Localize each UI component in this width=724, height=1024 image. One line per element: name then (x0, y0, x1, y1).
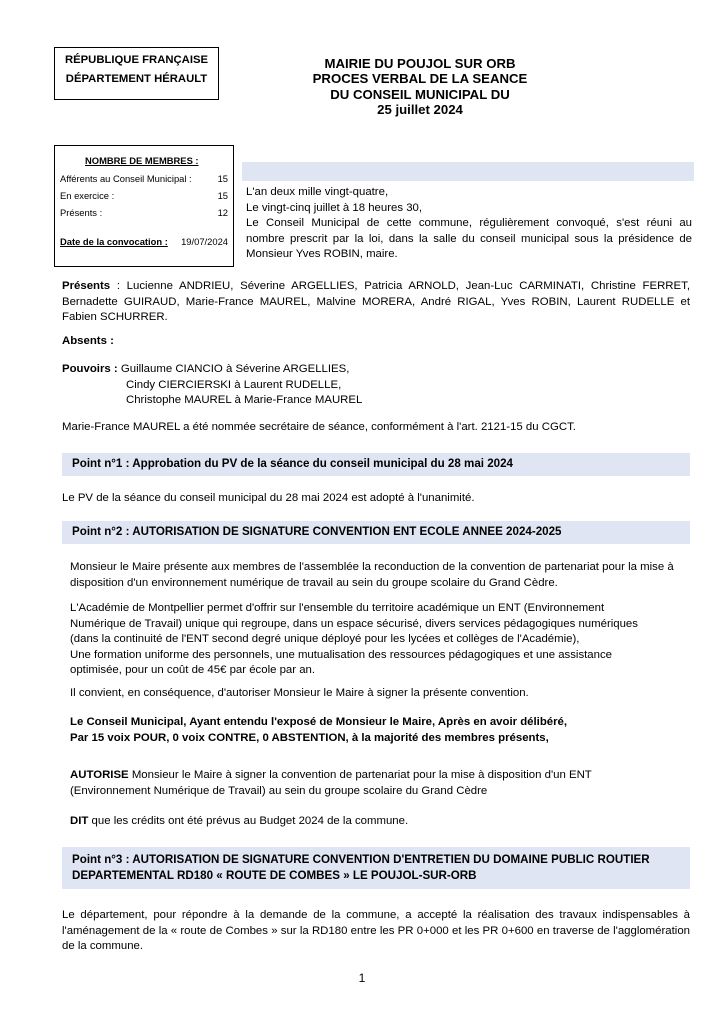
pouvoirs-label: Pouvoirs : (62, 363, 118, 375)
intro-text: Le Conseil Municipal de cette commune, régulièrement convoqué, s'est réuni au nombre prescrit par la loi, dans la salle du conseil municipal sous la présidence de Monsieur Yves ROBIN, maire. (246, 217, 692, 261)
point-2-paragraph-3: Il convient, en conséquence, d'autoriser Monsieur le Maire à signer la présente convention. (70, 687, 529, 699)
pouvoirs-paragraph (62, 362, 690, 409)
point-3-heading-line: DEPARTEMENTAL RD180 « ROUTE DE COMBES » LE POUJOL-SUR-ORB (72, 869, 477, 882)
point-3-heading-line: Point n°3 : AUTORISATION DE SIGNATURE CONVENTION D'ENTRETIEN DU DOMAINE PUBLIC ROUTIER (72, 853, 650, 866)
point-3-heading (72, 852, 687, 884)
members-row-value: 15 (217, 190, 228, 201)
text-line: optimisée, pour un coût de 45€ par école par an. (70, 664, 316, 677)
presents-paragraph (62, 279, 690, 326)
members-row-label: Afférents au Conseil Municipal : (60, 173, 192, 184)
point-1-heading-bar (62, 453, 690, 476)
page-number: 1 (358, 971, 366, 985)
point-2-paragraph-1: Monsieur le Maire présente aux membres de l'assemblée la reconduction de la convention de partenariat pour la mise à disposition d'un environnement numérique de travail au sein du groupe scolaire du Grand Cèdre. (70, 561, 674, 589)
intro-bar (242, 162, 694, 181)
point-3-text: Le département, pour répondre à la demande de la commune, a accepté la réalisation des travaux indispensables à l'aménagement de la « route de Combes » sur la RD180 entre les PR 0+000 et les PR 0+600 en traverse de l'agglomération de la commune. (62, 909, 690, 953)
title-line-3: DU CONSEIL MUNICIPAL DU (330, 86, 510, 102)
pouvoir-line: Christophe MAUREL à Marie-France MAUREL (126, 394, 363, 407)
point-3-heading-bar (62, 847, 690, 889)
absents-paragraph (62, 334, 690, 350)
text-line: Une formation uniforme des personnels, une mutualisation des ressources pédagogiques et une assistance (70, 648, 613, 661)
point-2-autorise (70, 768, 686, 799)
republic-label: RÉPUBLIQUE FRANÇAISE (64, 54, 209, 66)
title-date: 25 juillet 2024 (377, 101, 463, 117)
presents-label: Présents (62, 280, 111, 292)
point-2-heading-bar (62, 521, 690, 544)
autorise-text-2: (Environnement Numérique de Travail) au sein du groupe scolaire du Grand Cèdre (70, 784, 488, 797)
text-line: L'Académie de Montpellier permet d'offrir sur l'ensemble du territoire académique un ENT (Environnement (70, 602, 605, 614)
title-line-2: PROCES VERBAL DE LA SEANCE (312, 71, 528, 87)
members-box (54, 145, 234, 267)
title-line-1: MAIRIE DU POUJOL SUR ORB (324, 56, 516, 71)
autorise-text: Monsieur le Maire à signer la convention de partenariat pour la mise à disposition d'un ENT (128, 769, 592, 781)
document-title (250, 56, 590, 117)
pouvoir-line: Cindy CIERCIERSKI à Laurent RUDELLE, (126, 378, 342, 391)
members-row-label: Présents : (60, 207, 103, 218)
absents-label: Absents : (62, 335, 114, 347)
intro-date: Le vingt-cinq juillet à 18 heures 30, (246, 201, 423, 214)
point-1-text: Le PV de la séance du conseil municipal du 28 mai 2024 est adopté à l'unanimité. (62, 492, 475, 504)
intro-year: L'an deux mille vingt-quatre, (246, 186, 389, 198)
dit-text: que les crédits ont été prévus au Budget 2024 de la commune. (88, 815, 409, 827)
decision-line: Par 15 voix POUR, 0 voix CONTRE, 0 ABSTENTION, à la majorité des membres présents, (70, 731, 549, 744)
decision-line: Le Conseil Municipal, Ayant entendu l'exposé de Monsieur le Maire, Après en avoir délibéré, (70, 716, 568, 728)
text-line: (dans la continuité de l'ENT second degré unique déployé pour les lycées et collèges de l'Académie), (70, 633, 580, 646)
point-2-decision (70, 715, 686, 746)
point-2-dit (70, 814, 686, 830)
members-row-value: 15 (217, 173, 228, 184)
dit-label: DIT (70, 815, 89, 827)
department-label: DÉPARTEMENT HÉRAULT (65, 73, 208, 85)
secretary-paragraph: Marie-France MAUREL a été nommée secrétaire de séance, conformément à l'art. 2121-15 du CGCT. (62, 421, 576, 433)
members-row-label: En exercice : (60, 190, 115, 201)
members-heading: NOMBRE DE MEMBRES : (85, 155, 199, 166)
republic-header-box (54, 47, 219, 100)
pouvoir-line: Guillaume CIANCIO à Séverine ARGELLIES, (117, 363, 350, 375)
members-row-value: 12 (217, 207, 228, 218)
point-1-heading: Point n°1 : Approbation du PV de la séance du conseil municipal du 28 mai 2024 (72, 457, 514, 470)
point-2-paragraph-2 (70, 601, 686, 679)
point-2-heading: Point n°2 : AUTORISATION DE SIGNATURE CONVENTION ENT ECOLE ANNEE 2024-2025 (72, 525, 562, 538)
text-line: Numérique de Travail) unique qui regroupe, dans un espace sécurisé, divers services pédagogiques numériques (70, 617, 638, 630)
convocation-label: Date de la convocation : (60, 236, 168, 247)
convocation-date: 19/07/2024 (181, 236, 228, 247)
session-intro (246, 185, 692, 263)
autorise-label: AUTORISE (70, 769, 129, 781)
presents-list: : Lucienne ANDRIEU, Séverine ARGELLIES, Patricia ARNOLD, Jean-Luc CARMINATI, Christine FERRET, Bernadette GUIRAUD, Marie-France MAUREL, Malvine MORERA, André RIGAL, Yves ROBIN, Laurent RUDELLE et Fabien SCHURRER. (62, 280, 690, 324)
